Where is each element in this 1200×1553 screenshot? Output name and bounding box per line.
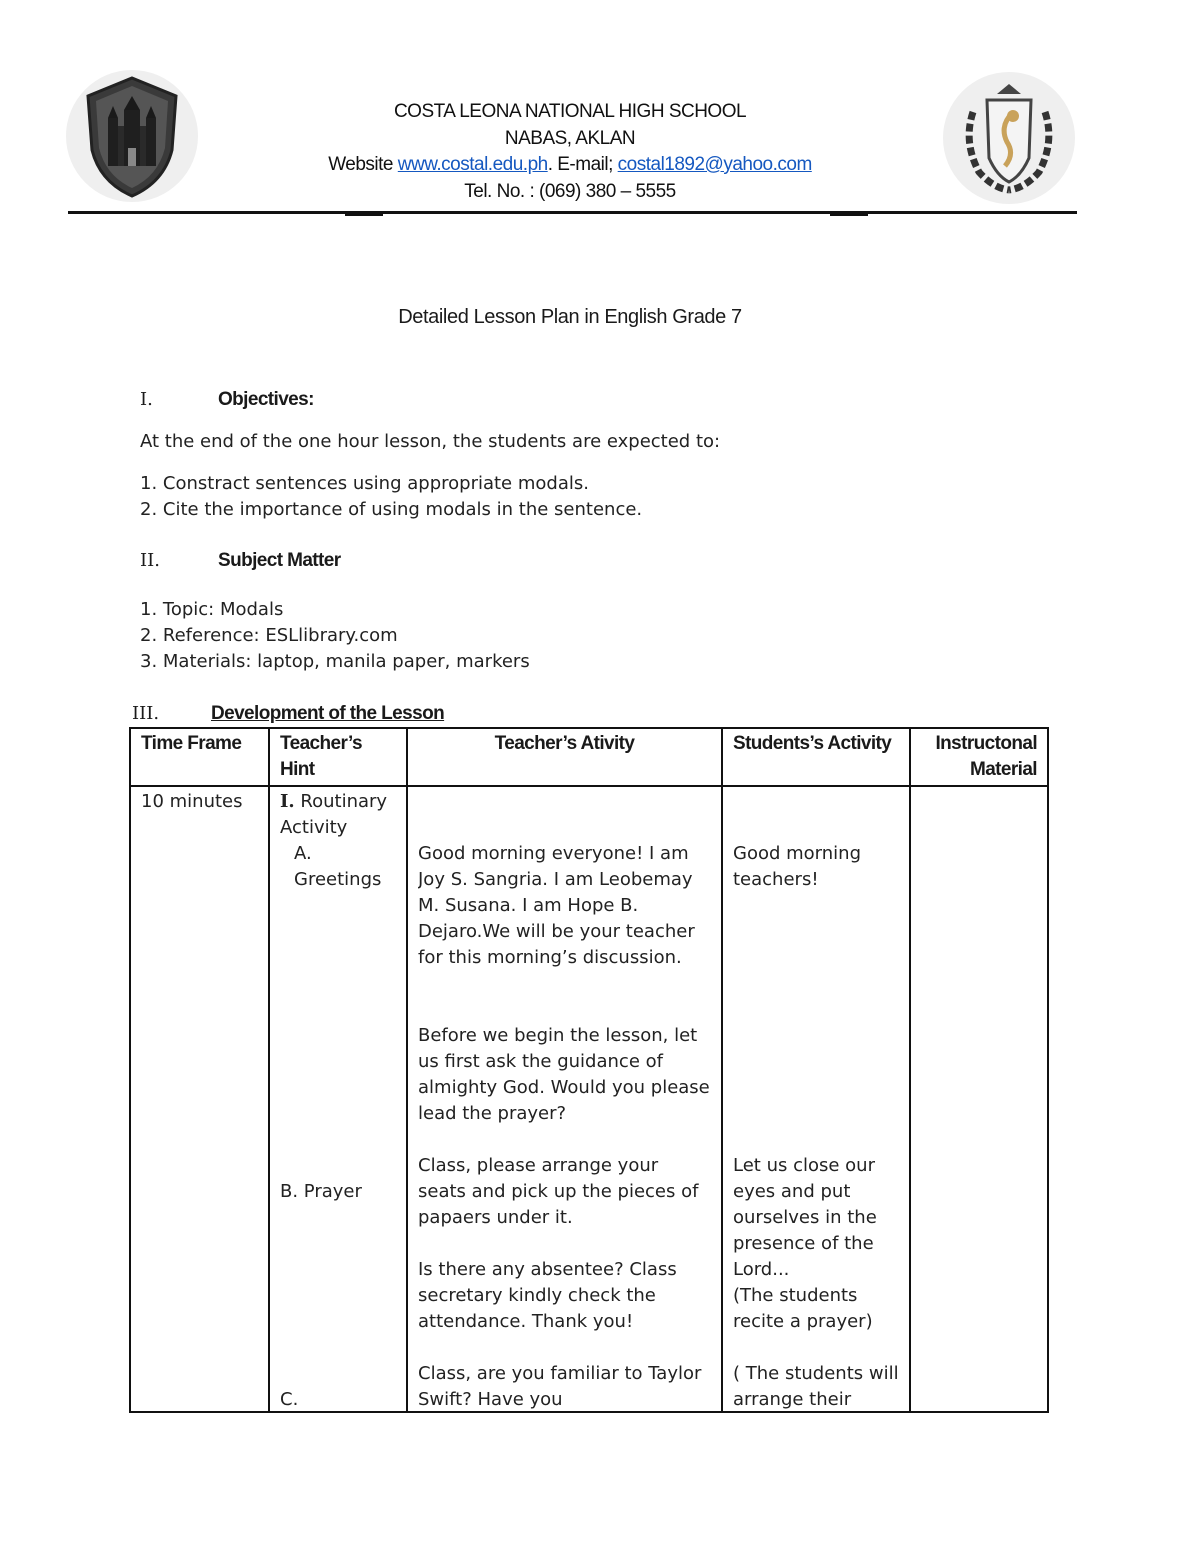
col-header-time-frame: Time Frame — [130, 728, 269, 786]
contact-line — [270, 154, 870, 176]
hint-c: C. — [280, 1389, 299, 1409]
student-activity-text: Good morning teachers! — [733, 843, 861, 890]
header-rule-accent-right — [830, 214, 868, 216]
subject-matter-heading: Subject Matter — [218, 550, 341, 571]
subject-item: 2. Reference: ESLlibrary.com — [140, 625, 398, 646]
objectives-numeral: I. — [140, 389, 153, 410]
teacher-activity-cell — [407, 786, 722, 1412]
student-activity-text: ( The students will arrange their — [733, 1363, 899, 1409]
hint-routinary-numeral: I. — [280, 791, 295, 812]
hint-prayer: B. Prayer — [280, 1181, 362, 1202]
phone-number: Tel. No. : (069) 380 – 5555 — [464, 181, 676, 202]
teacher-hint-cell — [269, 786, 407, 1412]
teacher-activity-text: Class, please arrange your seats and pick up the pieces of papaers under it. — [418, 1155, 699, 1228]
time-frame-cell — [130, 786, 269, 1412]
lesson-table — [129, 727, 1049, 1413]
objectives-intro: At the end of the one hour lesson, the students are expected to: — [140, 431, 721, 452]
email-link[interactable]: costal1892@yahoo.com — [617, 154, 812, 175]
instructional-material-cell — [910, 786, 1048, 1412]
objectives-heading: Objectives: — [218, 389, 314, 410]
document-title: Detailed Lesson Plan in English Grade 7 — [398, 306, 742, 328]
website-link[interactable]: www.costal.edu.ph — [397, 154, 548, 175]
teacher-activity-text: Class, are you familiar to Taylor Swift? Have you — [418, 1363, 702, 1409]
hint-routinary — [280, 789, 396, 841]
development-heading: Development of the Lesson — [211, 703, 445, 724]
school-location: NABAS, AKLAN — [504, 128, 636, 149]
castle-shield-icon — [66, 70, 198, 202]
school-seal-left — [66, 70, 198, 202]
table-row — [130, 786, 1048, 1412]
header-rule-accent-left — [345, 214, 383, 216]
student-activity-cell — [722, 786, 910, 1412]
teacher-activity-text: Good morning everyone! I am Joy S. Sangria. I am Leobemay M. Susana. I am Hope B. Dejaro.We will be your teacher for this morning’s discussion. — [418, 843, 695, 968]
hint-routinary-label: Routinary Activity — [280, 791, 388, 838]
laurel-crest-icon — [943, 72, 1075, 204]
objective-item: 1. Constract sentences using appropriate modals. — [140, 473, 589, 494]
objective-item: 2. Cite the importance of using modals in the sentence. — [140, 499, 643, 520]
header-rule — [68, 211, 1077, 214]
email-label: . E-mail; — [547, 154, 618, 175]
teacher-activity-text: Is there any absentee? Class secretary kindly check the attendance. Thank you! — [418, 1259, 677, 1332]
development-numeral: III. — [132, 703, 160, 724]
website-label: Website — [328, 154, 398, 175]
col-header-teacher-hint: Teacher’s Hint — [269, 728, 407, 786]
subject-item: 1. Topic: Modals — [140, 599, 284, 620]
time-frame-value: 10 minutes — [141, 791, 243, 812]
col-header-teacher-activity: Teacher’s Ativity — [407, 728, 722, 786]
subject-item: 3. Materials: laptop, manila paper, markers — [140, 651, 530, 672]
teacher-activity-text: Before we begin the lesson, let us first ask the guidance of almighty God. Would you please lead the prayer? — [418, 1025, 710, 1124]
hint-greetings: A. Greetings — [294, 843, 382, 890]
school-name: COSTA LEONA NATIONAL HIGH SCHOOL — [393, 101, 747, 122]
student-activity-text: Let us close our eyes and put ourselves in the presence of the Lord... — [733, 1155, 877, 1280]
school-seal-right — [943, 72, 1075, 204]
subject-matter-numeral: II. — [140, 550, 160, 571]
student-activity-text: (The students recite a prayer) — [733, 1285, 873, 1332]
col-header-student-activity: Students’s Activity — [722, 728, 910, 786]
table-header-row — [130, 728, 1048, 786]
col-header-instructional-material: Instructonal Material — [910, 728, 1048, 786]
